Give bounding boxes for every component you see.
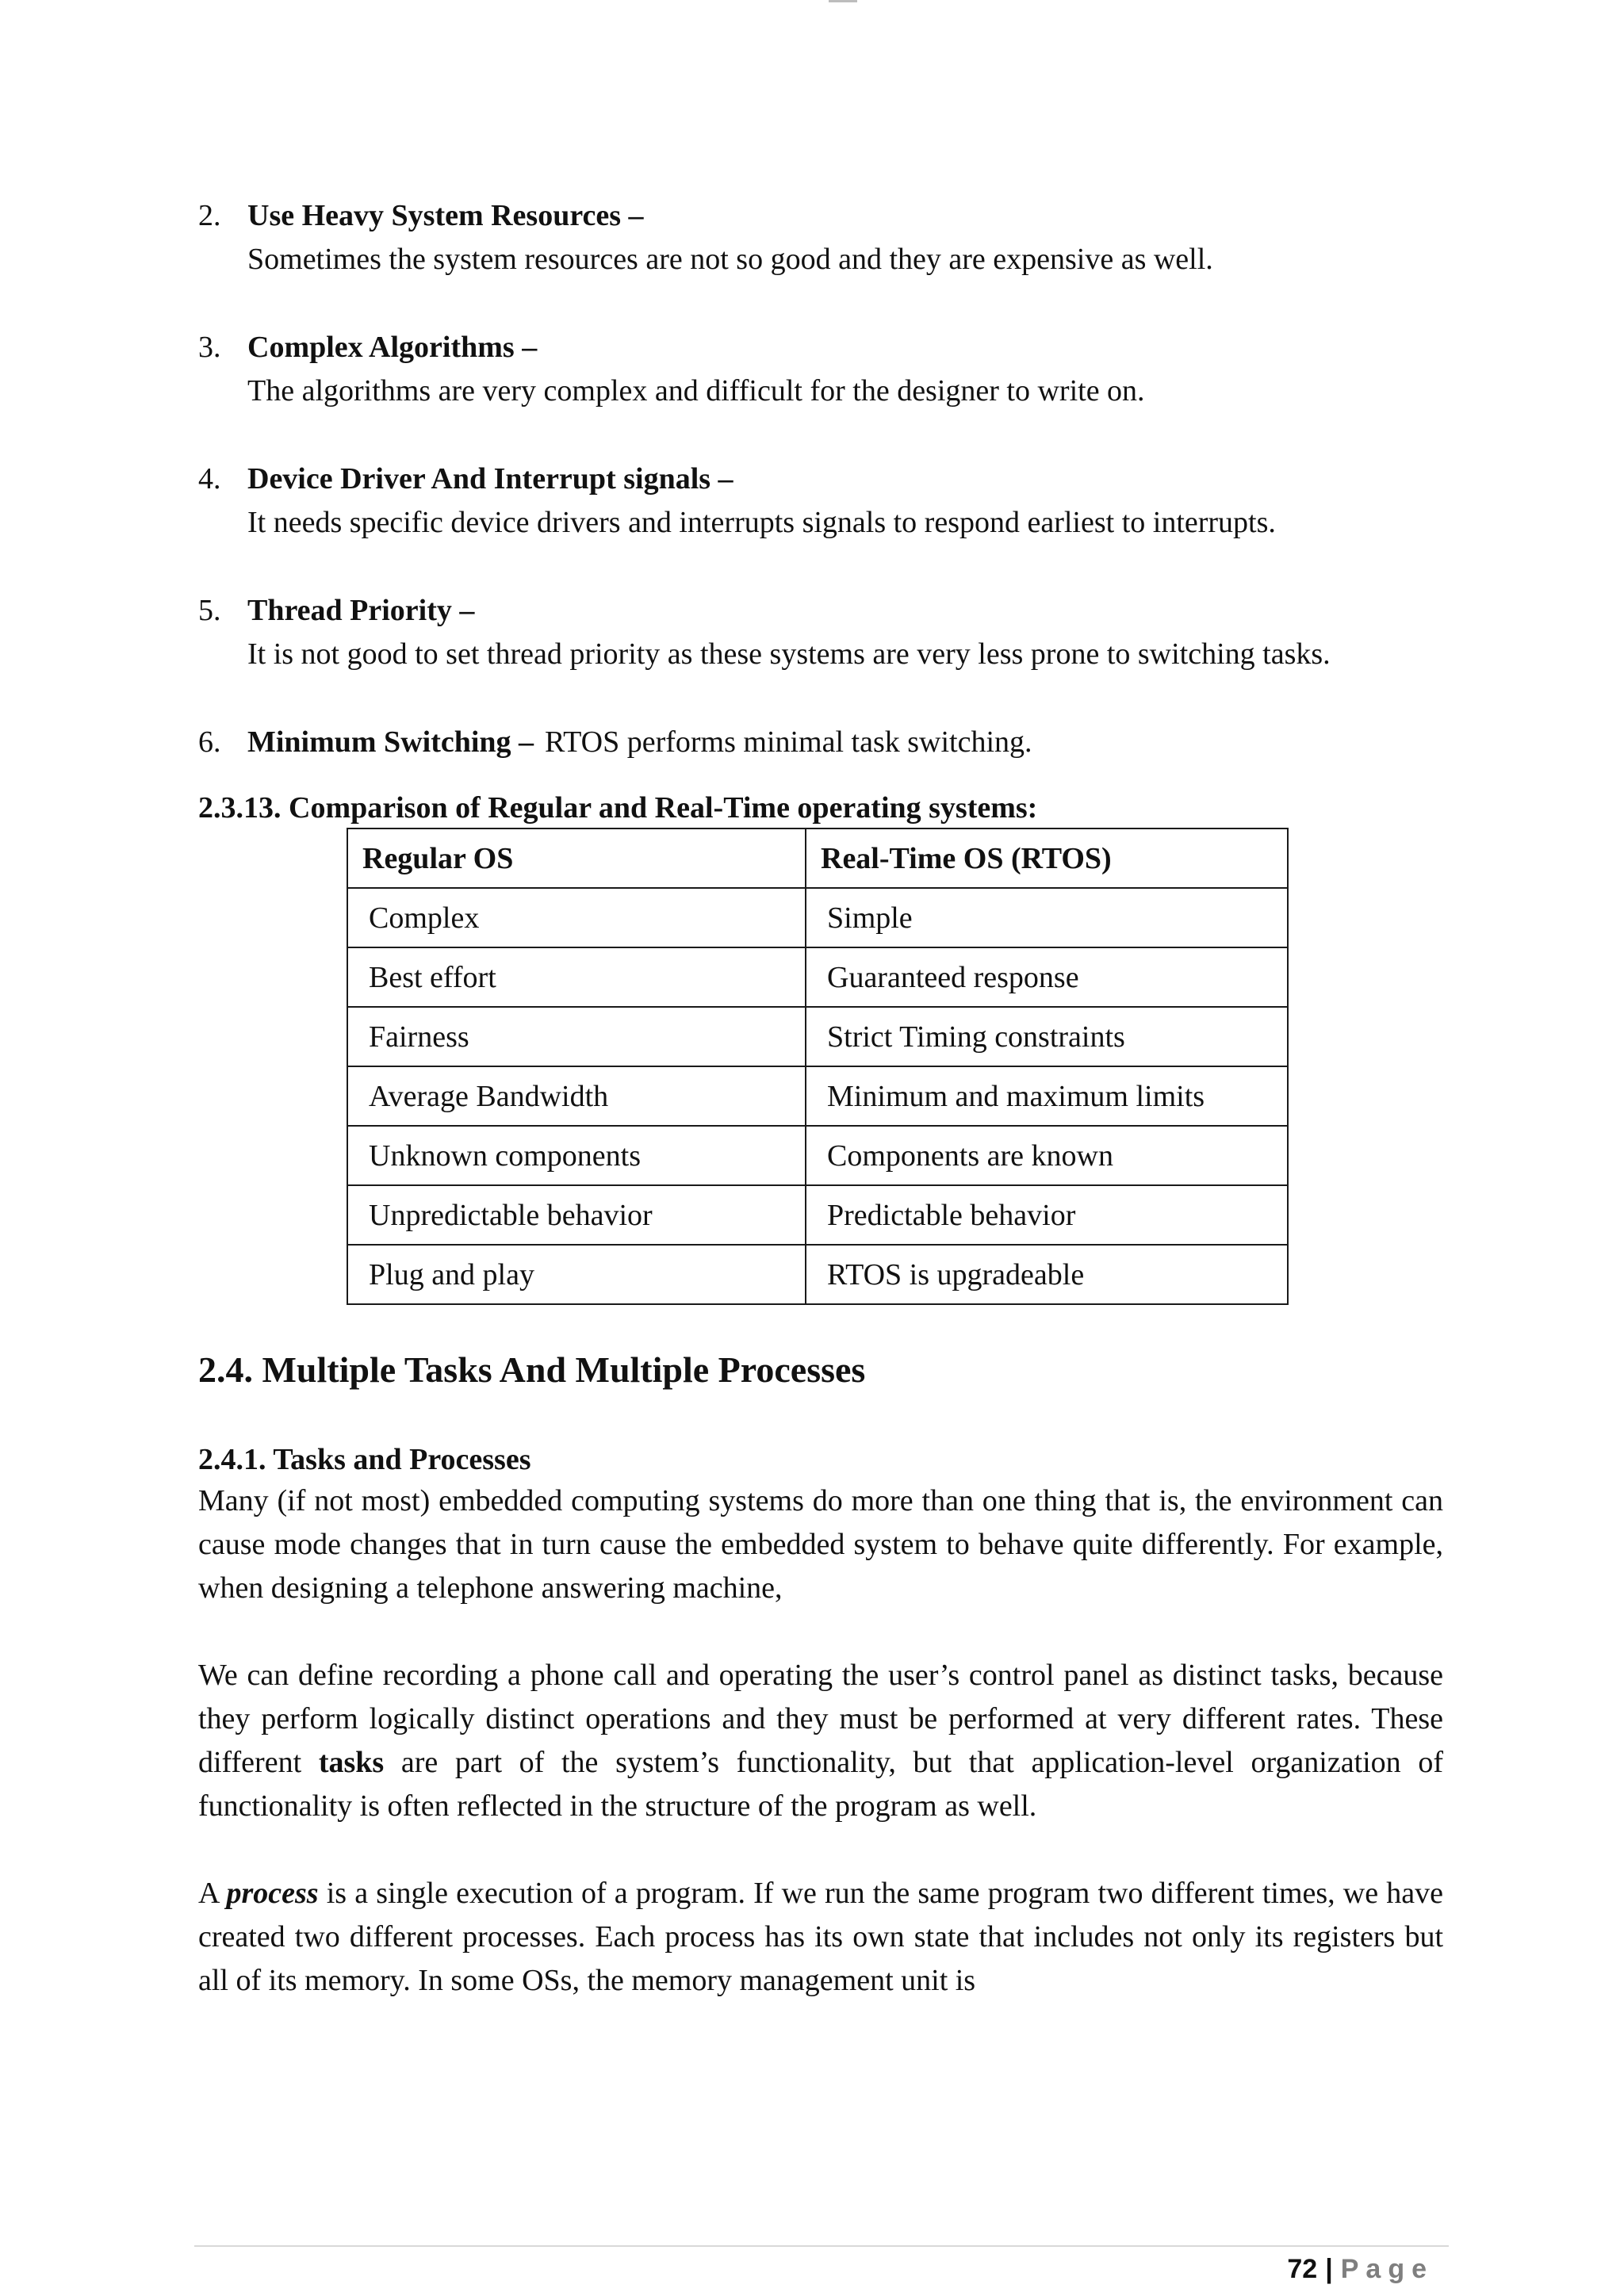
table-cell: RTOS is upgradeable bbox=[806, 1245, 1288, 1304]
table-cell: Strict Timing constraints bbox=[806, 1007, 1288, 1066]
table-row bbox=[347, 1007, 1288, 1066]
page-label: Page bbox=[1340, 2254, 1434, 2284]
comparison-table bbox=[347, 828, 1289, 1305]
list-text: It is not good to set thread priority as these systems are very less prone to switching tasks. bbox=[247, 637, 1331, 671]
list-heading: Use Heavy System Resources – bbox=[247, 199, 644, 232]
table-cell: Fairness bbox=[347, 1007, 806, 1066]
list-heading: Device Driver And Interrupt signals – bbox=[247, 462, 733, 496]
list-item-3 bbox=[198, 326, 1443, 413]
page-footer bbox=[1287, 2252, 1434, 2286]
paragraph-1: Many (if not most) embedded computing systems do more than one thing that is, the environment can cause mode changes that in turn cause the embedded system to behave quite differently. For example, when designing a telephone answering machine, bbox=[198, 1484, 1443, 1605]
header-rtos: Real-Time OS (RTOS) bbox=[806, 828, 1288, 888]
table-cell: Average Bandwidth bbox=[347, 1066, 806, 1126]
list-number: 5. bbox=[198, 594, 221, 627]
footer-divider bbox=[194, 2245, 1449, 2247]
table-cell: Complex bbox=[347, 888, 806, 947]
table-row bbox=[347, 1185, 1288, 1245]
paragraph-3-part-a: A bbox=[198, 1877, 227, 1910]
table-cell: Guaranteed response bbox=[806, 947, 1288, 1007]
table-cell: Predictable behavior bbox=[806, 1185, 1288, 1245]
list-heading: Minimum Switching – bbox=[247, 725, 534, 759]
paragraph-3 bbox=[198, 1872, 1443, 2003]
paragraph-2-part-a: We can define recording a phone call and operating the user’s control panel as distinct tasks, because they perform logically distinct operations and they must be performed at very different rates. These different bbox=[198, 1659, 1443, 1779]
list-number: 2. bbox=[198, 199, 221, 232]
list-item-6 bbox=[198, 721, 1443, 764]
table-cell: Simple bbox=[806, 888, 1288, 947]
paragraph-2 bbox=[198, 1654, 1443, 1828]
list-item-4 bbox=[198, 457, 1443, 545]
paragraph-2-part-b: are part of the system’s functionality, but that application-level organization of functionality is often reflected in the structure of the program as well. bbox=[198, 1746, 1444, 1823]
table-cell: Components are known bbox=[806, 1126, 1288, 1185]
table-row bbox=[347, 1126, 1288, 1185]
page-number: 72 bbox=[1287, 2254, 1318, 2284]
list-text: Sometimes the system resources are not so good and they are expensive as well. bbox=[247, 243, 1213, 276]
footer-separator: | bbox=[1325, 2254, 1333, 2284]
table-header-row bbox=[347, 828, 1288, 888]
list-number: 3. bbox=[198, 331, 221, 364]
table-cell: Plug and play bbox=[347, 1245, 806, 1304]
list-item-2 bbox=[198, 194, 1443, 281]
list-text: The algorithms are very complex and difficult for the designer to write on. bbox=[247, 374, 1145, 408]
list-text: RTOS performs minimal task switching. bbox=[545, 725, 1032, 759]
section-title: 2.4. Multiple Tasks And Multiple Processes bbox=[198, 1349, 866, 1390]
table-cell: Unknown components bbox=[347, 1126, 806, 1185]
page-content bbox=[198, 194, 1443, 2003]
comparison-title: 2.3.13. Comparison of Regular and Real-Time operating systems: bbox=[198, 791, 1038, 825]
tasks-term: tasks bbox=[318, 1746, 385, 1779]
list-number: 6. bbox=[198, 725, 221, 759]
table-cell: Minimum and maximum limits bbox=[806, 1066, 1288, 1126]
subsection-title: 2.4.1. Tasks and Processes bbox=[198, 1443, 531, 1476]
table-row bbox=[347, 888, 1288, 947]
table-cell: Best effort bbox=[347, 947, 806, 1007]
process-term: process bbox=[226, 1877, 319, 1910]
list-heading: Thread Priority – bbox=[247, 594, 475, 627]
table-row bbox=[347, 947, 1288, 1007]
header-mark bbox=[829, 0, 857, 2]
table-row bbox=[347, 1245, 1288, 1304]
list-text: It needs specific device drivers and interrupts signals to respond earliest to interrupts. bbox=[247, 506, 1276, 539]
table-row bbox=[347, 1066, 1288, 1126]
table-cell: Unpredictable behavior bbox=[347, 1185, 806, 1245]
paragraph-3-part-b: is a single execution of a program. If we run the same program two different times, we have created two different processes. Each process has its own state that includes not only its registers but all of its memory. In some OSs, the memory management unit is bbox=[198, 1877, 1443, 1997]
list-item-5 bbox=[198, 589, 1443, 676]
header-regular-os: Regular OS bbox=[347, 828, 806, 888]
list-heading: Complex Algorithms – bbox=[247, 331, 538, 364]
list-number: 4. bbox=[198, 462, 221, 496]
